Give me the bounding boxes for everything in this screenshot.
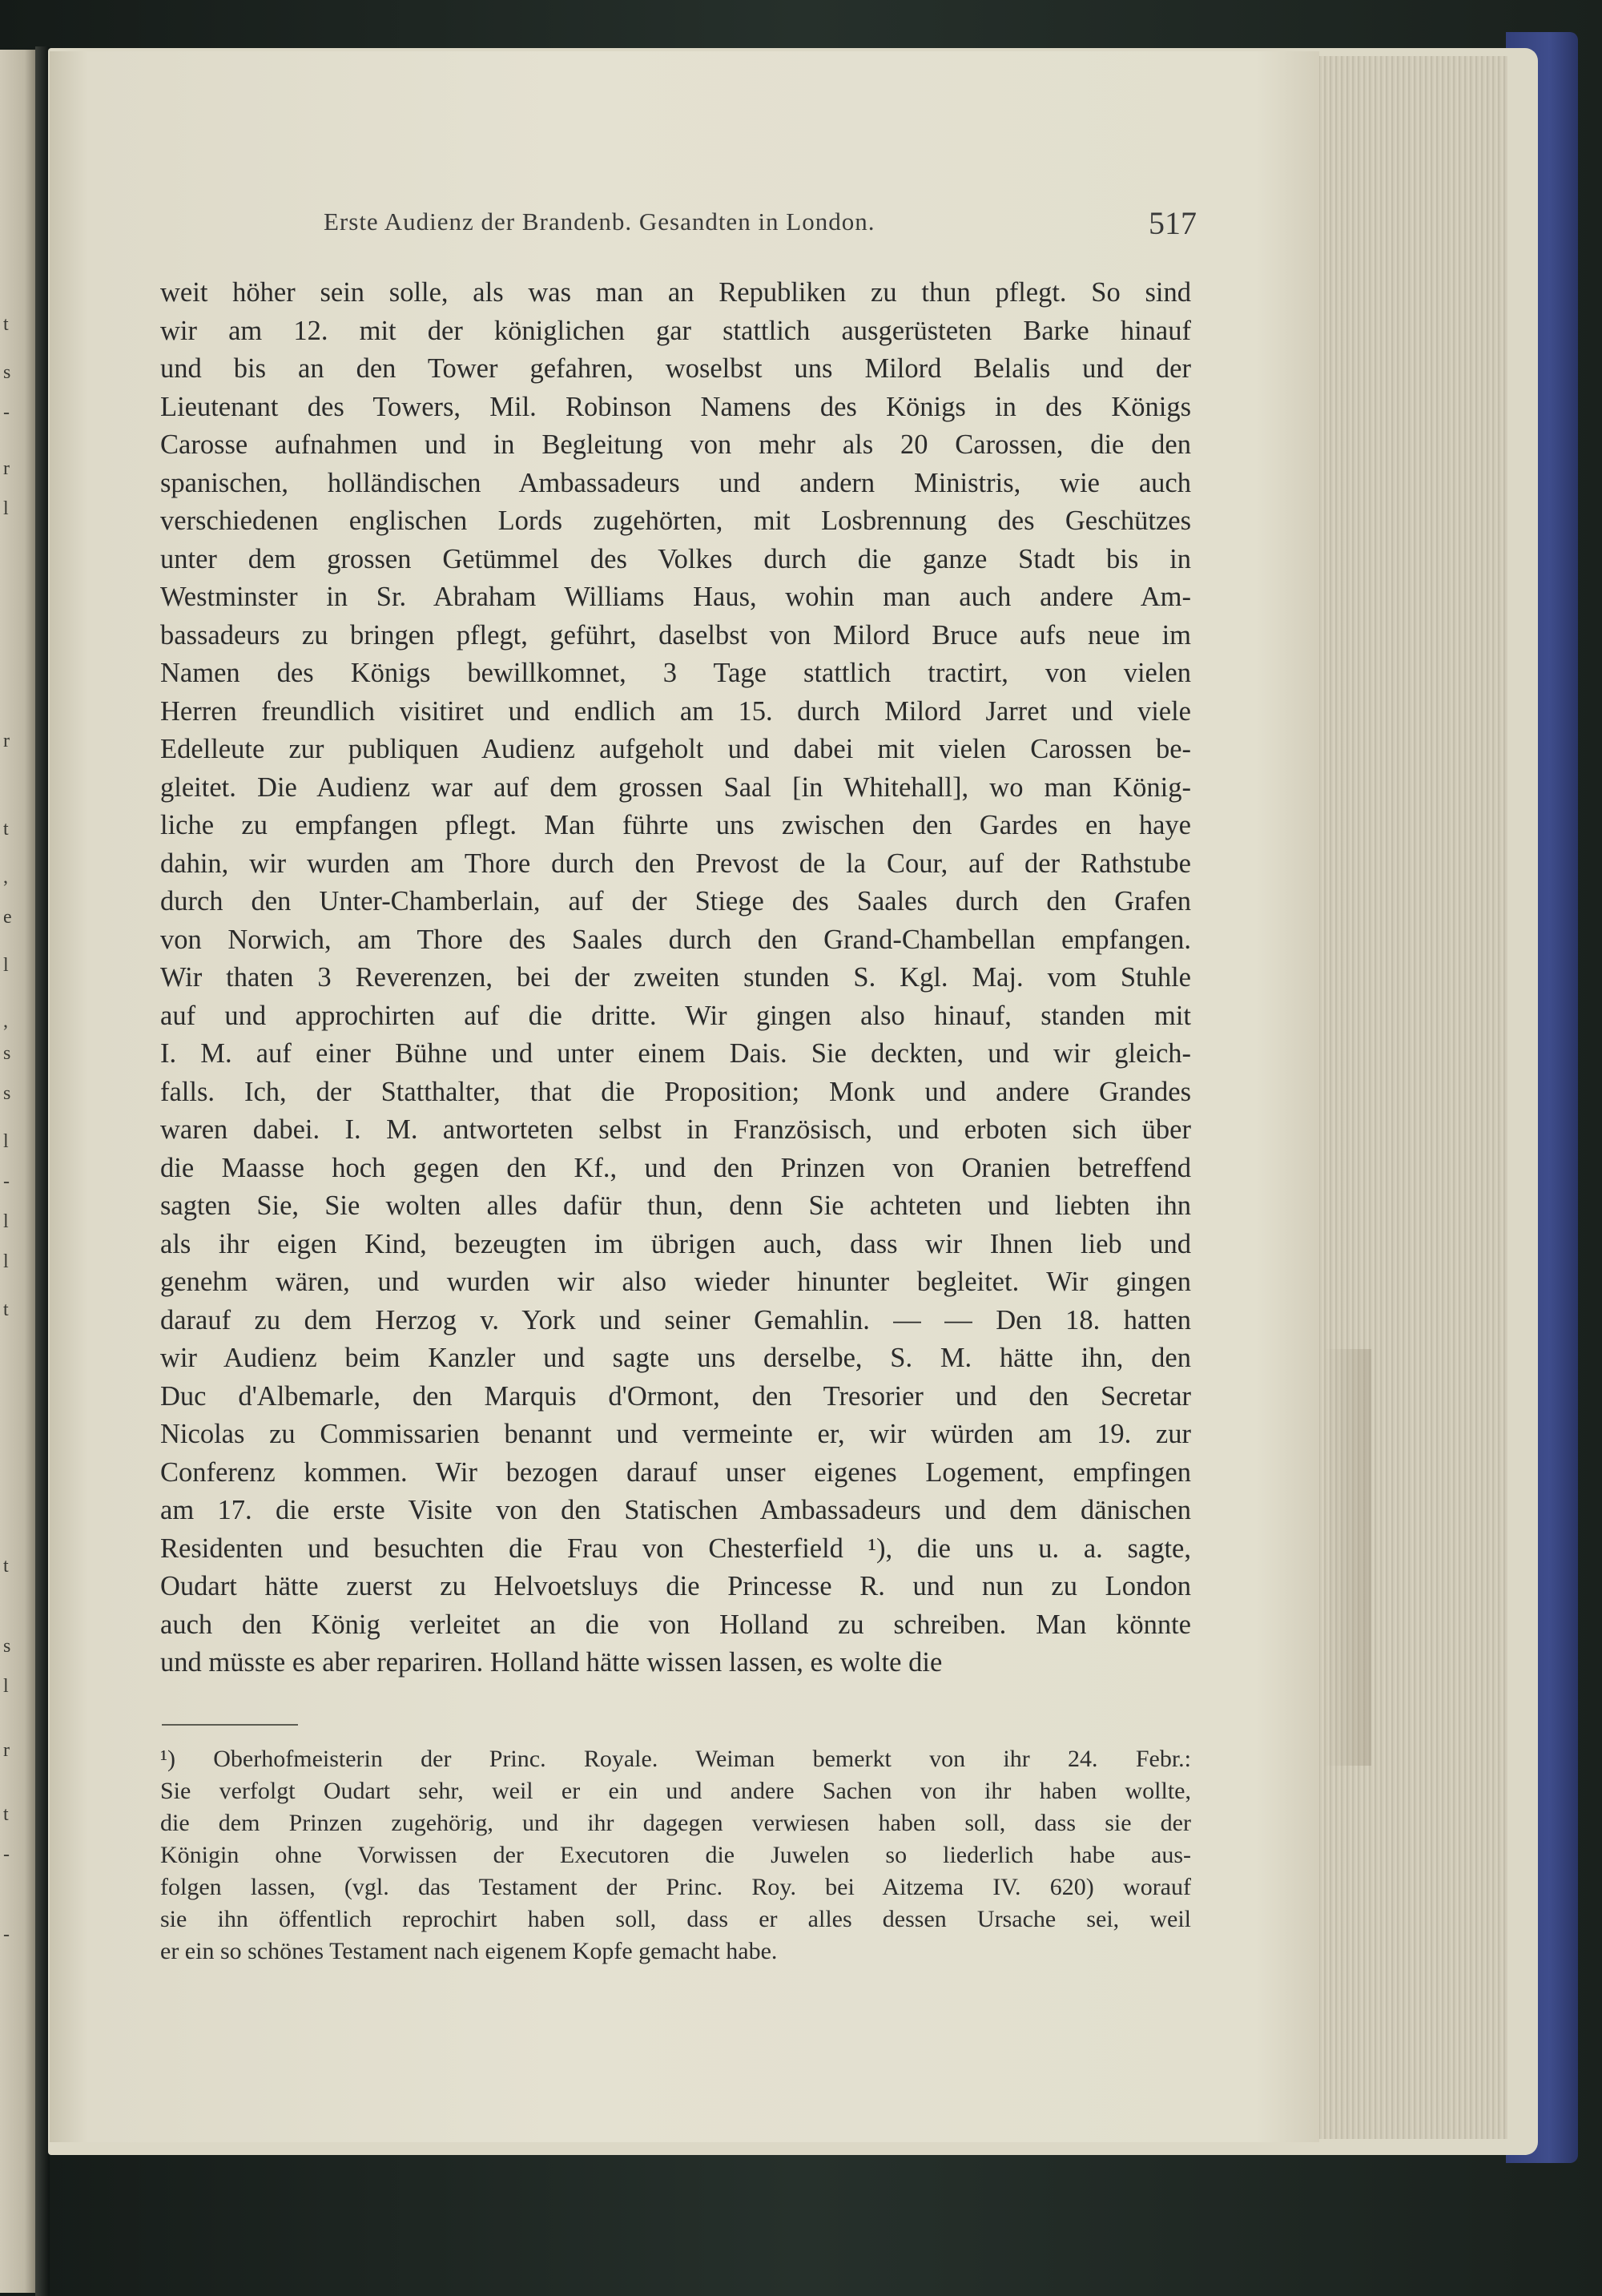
footnote-line: ¹) Oberhofmeisterin der Princ. Royale. Weiman bemerkt von ihr 24. Febr.: <box>160 1746 1191 1772</box>
text-line: Oudart hätte zuerst zu Helvoetsluys die Princesse R. und nun zu London <box>160 1571 1191 1601</box>
footnote-line: die dem Prinzen zugehörig, und ihr dagegen verwiesen haben soll, dass sie der <box>160 1810 1191 1836</box>
text-line: bassadeurs zu bringen pflegt, geführt, daselbst von Milord Bruce aufs neue im <box>160 619 1191 651</box>
text-line: Carosse aufnahmen und in Begleitung von mehr als 20 Carossen, die den <box>160 429 1191 460</box>
book-page <box>50 51 1319 2142</box>
main-text-block <box>160 274 1191 1682</box>
text-line: auch den König verleitet an die von Holland zu schreiben. Man könnte <box>160 1609 1191 1640</box>
text-line: die Maasse hoch gegen den Kf., und den Prinzen von Oranien betreffend <box>160 1152 1191 1183</box>
margin-fragment: r <box>3 1740 10 1761</box>
previous-page-edge <box>0 50 38 2293</box>
margin-fragment: s <box>3 1083 11 1104</box>
margin-fragment: , <box>3 1011 8 1032</box>
footnote-line: Sie verfolgt Oudart sehr, weil er ein und andere Sachen von ihr haben wollte, <box>160 1778 1191 1804</box>
margin-fragment: - <box>3 1844 10 1865</box>
margin-fragment: t <box>3 1804 9 1825</box>
footnote-line: Königin ohne Vorwissen der Executoren die Juwelen so liederlich habe aus- <box>160 1842 1191 1868</box>
margin-fragment: l <box>3 1131 9 1152</box>
text-line: waren dabei. I. M. antworteten selbst in Französisch, und erboten sich über <box>160 1114 1191 1145</box>
margin-fragment: , <box>3 867 8 888</box>
margin-fragment: t <box>3 1556 9 1577</box>
text-line: und müsste es aber repariren. Holland hätte wissen lassen, es wolte die <box>160 1647 943 1678</box>
text-line: von Norwich, am Thore des Saales durch den Grand-Chambellan empfangen. <box>160 924 1191 955</box>
text-line: I. M. auf einer Bühne und unter einem Dais. Sie deckten, und wir gleich- <box>160 1038 1191 1069</box>
text-line: weit höher sein solle, als was man an Republiken zu thun pflegt. So sind <box>160 277 1191 308</box>
page-shadow <box>1323 1349 1371 1766</box>
page-number: 517 <box>1149 205 1197 241</box>
margin-fragment: r <box>3 731 10 751</box>
margin-fragment: l <box>3 1251 9 1272</box>
margin-fragment: t <box>3 819 9 840</box>
text-line: falls. Ich, der Statthalter, that die Proposition; Monk und andere Grandes <box>160 1076 1191 1107</box>
running-title: Erste Audienz der Brandenb. Gesandten in London. <box>324 207 875 236</box>
text-line: auf und approchirten auf die dritte. Wir gingen also hinauf, standen mit <box>160 1000 1191 1031</box>
footnote-line: sie ihn öffentlich reprochirt haben soll, dass er alles dessen Ursache sei, weil <box>160 1906 1191 1932</box>
margin-fragment: - <box>3 402 10 423</box>
footnote-line: er ein so schönes Testament nach eigenem Kopfe gemacht habe. <box>160 1938 778 1964</box>
margin-fragment: - <box>3 1924 10 1945</box>
margin-fragment: s <box>3 362 11 383</box>
text-line: am 17. die erste Visite von den Statischen Ambassadeurs und dem dänischen <box>160 1495 1191 1525</box>
text-line: dahin, wir wurden am Thore durch den Prevost de la Cour, auf der Rathstube <box>160 848 1191 879</box>
text-line: und bis an den Tower gefahren, woselbst uns Milord Belalis und der <box>160 353 1191 384</box>
text-line: wir Audienz beim Kanzler und sagte uns derselbe, S. M. hätte ihn, den <box>160 1343 1191 1373</box>
text-line: Wir thaten 3 Reverenzen, bei der zweiten stunden S. Kgl. Maj. vom Stuhle <box>160 962 1191 993</box>
text-line: verschiedenen englischen Lords zugehörten, mit Losbrennung des Geschützes <box>160 506 1191 536</box>
text-line: Duc d'Albemarle, den Marquis d'Ormont, den Tresorier und den Secretar <box>160 1380 1191 1412</box>
margin-fragment: l <box>3 1676 9 1697</box>
footnote-block <box>160 1743 1191 1968</box>
text-line: unter dem grossen Getümmel des Volkes durch die ganze Stadt bis in <box>160 543 1191 574</box>
margin-fragment: l <box>3 498 9 519</box>
text-line: wir am 12. mit der königlichen gar stattlich ausgerüsteten Barke hinauf <box>160 315 1191 346</box>
text-line: Westminster in Sr. Abraham Williams Haus, wohin man auch andere Am- <box>160 582 1191 612</box>
text-line: sagten Sie, Sie wolten alles dafür thun, denn Sie achteten und liebten ihn <box>160 1190 1191 1221</box>
text-line: Herren freundlich visitiret und endlich am 15. durch Milord Jarret und viele <box>160 695 1191 727</box>
margin-fragment: l <box>3 1211 9 1232</box>
footnote-rule <box>162 1724 298 1726</box>
text-line: genehm wären, und wurden wir also wieder hinunter begleitet. Wir gingen <box>160 1267 1191 1297</box>
text-line: Lieutenant des Towers, Mil. Robinson Namens des Königs in des Königs <box>160 391 1191 422</box>
text-line: spanischen, holländischen Ambassadeurs und andern Ministris, wie auch <box>160 467 1191 498</box>
text-line: darauf zu dem Herzog v. York und seiner Gemahlin. — — Den 18. hatten <box>160 1304 1191 1335</box>
margin-fragment: s <box>3 1043 11 1064</box>
margin-fragment: l <box>3 955 9 976</box>
text-line: Edelleute zur publiquen Audienz aufgeholt und dabei mit vielen Carossen be- <box>160 734 1191 764</box>
text-line: Residenten und besuchten die Frau von Chesterfield ¹), die uns u. a. sagte, <box>160 1533 1191 1564</box>
footnote-line: folgen lassen, (vgl. das Testament der Princ. Roy. bei Aitzema IV. 620) worauf <box>160 1874 1191 1900</box>
text-line: Namen des Königs bewillkomnet, 3 Tage stattlich tractirt, von vielen <box>160 658 1191 688</box>
text-line: Nicolas zu Commissarien benannt und vermeinte er, wir würden am 19. zur <box>160 1419 1191 1449</box>
margin-fragment: t <box>3 314 9 335</box>
text-line: als ihr eigen Kind, bezeugten im übrigen auch, dass wir Ihnen lieb und <box>160 1228 1191 1259</box>
margin-fragment: t <box>3 1299 9 1320</box>
text-line: Conferenz kommen. Wir bezogen darauf unser eigenes Logement, empfingen <box>160 1456 1191 1488</box>
text-line: durch den Unter-Chamberlain, auf der Stiege des Saales durch den Grafen <box>160 886 1191 916</box>
margin-fragment: s <box>3 1636 11 1657</box>
margin-fragment: e <box>3 907 12 928</box>
margin-fragment: r <box>3 458 10 479</box>
text-line: liche zu empfangen pflegt. Man führte uns zwischen den Gardes en haye <box>160 810 1191 840</box>
running-header <box>324 207 1197 256</box>
stacked-page-edges <box>1314 56 1507 2139</box>
text-line: gleitet. Die Audienz war auf dem grossen Saal [in Whitehall], wo man König- <box>160 771 1191 803</box>
margin-fragment: - <box>3 1171 10 1192</box>
